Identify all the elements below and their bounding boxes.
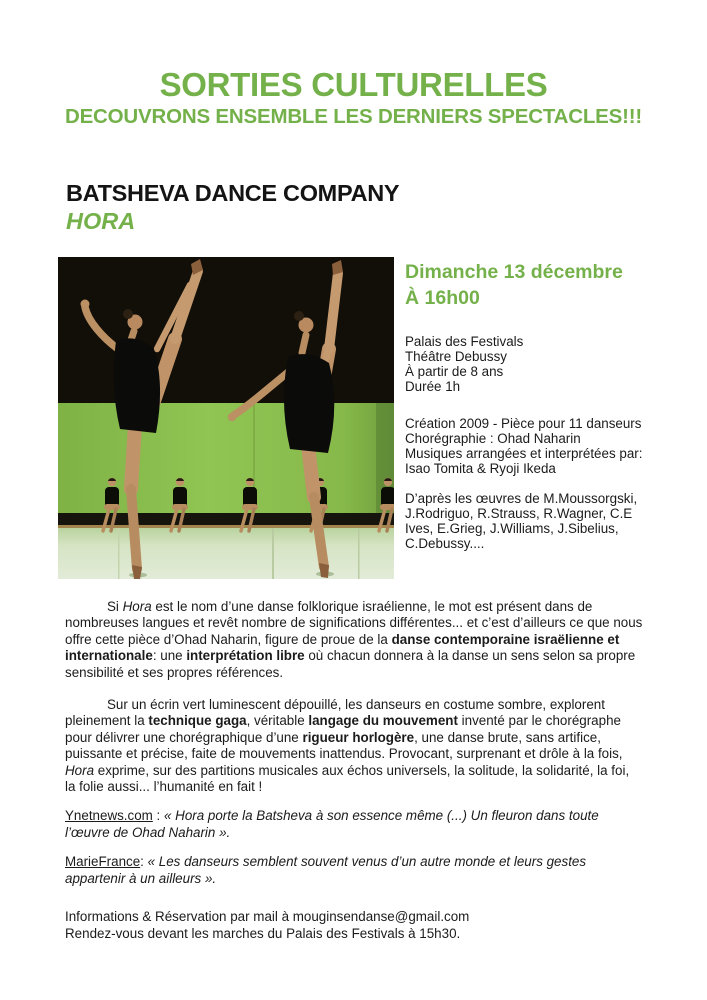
quote-source-link[interactable]: MarieFrance: [65, 854, 141, 870]
text-run: est le nom d’une danse folklorique israélienne, le mot est présent dans de nombreuses langues et revêt nombre de significations différentes... et c’est d’ailleurs ce que nous offre cette pièce d’Ohad Naharin, figure de proue de la: [65, 599, 643, 647]
event-time: À 16h00: [405, 286, 480, 309]
description-paragraph: [65, 697, 643, 795]
text-run: : une: [152, 648, 187, 664]
content-row: [58, 257, 707, 579]
text-run: rigueur horlogère: [302, 729, 415, 745]
quote-source-link[interactable]: Ynetnews.com: [65, 808, 153, 824]
footer-contact: Informations & Réservation par mail à mouginsendanse@gmail.com: [65, 909, 470, 925]
quote-separator: :: [152, 808, 164, 824]
text-run: langage du mouvement: [308, 713, 458, 729]
venue-line: Théâtre Debussy: [405, 349, 507, 364]
text-run: inventé par le chorégraphe pour délivrer une chorégraphique d’une: [65, 713, 621, 745]
production-line: Musiques arrangées et interprétées par:: [405, 446, 643, 461]
text-run: danse contemporaine israëlienne et internationale: [65, 631, 620, 664]
press-quote-ynetnews: [65, 808, 643, 841]
body-text: [65, 599, 643, 942]
venue-line: À partir de 8 ans: [405, 364, 504, 379]
footer-meetup: Rendez-vous devant les marches du Palais des Festivals à 15h30.: [65, 925, 461, 941]
page-title: SORTIES CULTURELLES: [159, 66, 548, 103]
page-subtitle: DECOUVRONS ENSEMBLE LES DERNIERS SPECTACLES!!!: [64, 105, 642, 128]
production-line: Isao Tomita & Ryoji Ikeda: [405, 461, 556, 476]
production-line: Création 2009 - Pièce pour 11 danseurs: [405, 416, 642, 431]
intro-paragraph: [65, 599, 643, 681]
production-line: Chorégraphie : Ohad Naharin: [405, 431, 581, 446]
dancers-photo-illustration: [58, 257, 394, 579]
quote-separator: :: [140, 854, 148, 870]
production-block: [405, 416, 661, 476]
flyer-header: [0, 0, 707, 128]
stage-photo: [58, 257, 394, 579]
venue-line: Palais des Festivals: [405, 334, 524, 349]
press-quote-mariefrance: [65, 854, 643, 887]
show-heading: [66, 180, 707, 235]
text-run: Si: [107, 599, 123, 614]
venue-block: [405, 334, 661, 394]
footer-info: [65, 909, 643, 942]
venue-line: Durée 1h: [405, 379, 461, 394]
text-run: Sur un écrin vert luminescent dépouillé, les danseurs en costume sombre, explorent pleinement la: [65, 697, 605, 729]
text-run: où chacun donnera à la danse un sens selon sa propre sensibilité et ses propres références.: [65, 648, 636, 680]
text-run: technique gaga: [148, 713, 247, 729]
text-run: Hora: [65, 762, 95, 778]
text-run: , une danse brute, sans artifice, puissante et précise, faite de mouvements inattendus. Provocant, surprenant et drôle à la fois,: [65, 729, 623, 762]
text-run: , véritable: [246, 713, 309, 729]
event-details: [405, 257, 661, 579]
event-datetime: [405, 260, 661, 311]
text-run: interprétation libre: [186, 648, 305, 664]
text-run: Hora: [122, 599, 152, 614]
event-date: Dimanche 13 décembre: [405, 261, 623, 283]
music-credits: D’après les œuvres de M.Moussorgski, J.Rodriguo, R.Strauss, R.Wagner, C.E Ives, E.Grieg, J.Williams, J.Sibelius, C.Debussy....: [405, 491, 638, 551]
quote-text: « Les danseurs semblent souvent venus d’un autre monde et leurs gestes appartenir à un ailleurs ».: [65, 854, 587, 886]
text-run: exprime, sur des partitions musicales aux échos universels, la solitude, la solidarité, la foi, la folie aussi... l’humanité en fait !: [65, 762, 630, 795]
company-name: BATSHEVA DANCE COMPANY: [66, 180, 400, 206]
quote-text: « Hora porte la Batsheva à son essence même (...) Un fleuron dans toute l’œuvre de Ohad Naharin ».: [65, 808, 599, 840]
show-title: HORA: [66, 208, 136, 234]
